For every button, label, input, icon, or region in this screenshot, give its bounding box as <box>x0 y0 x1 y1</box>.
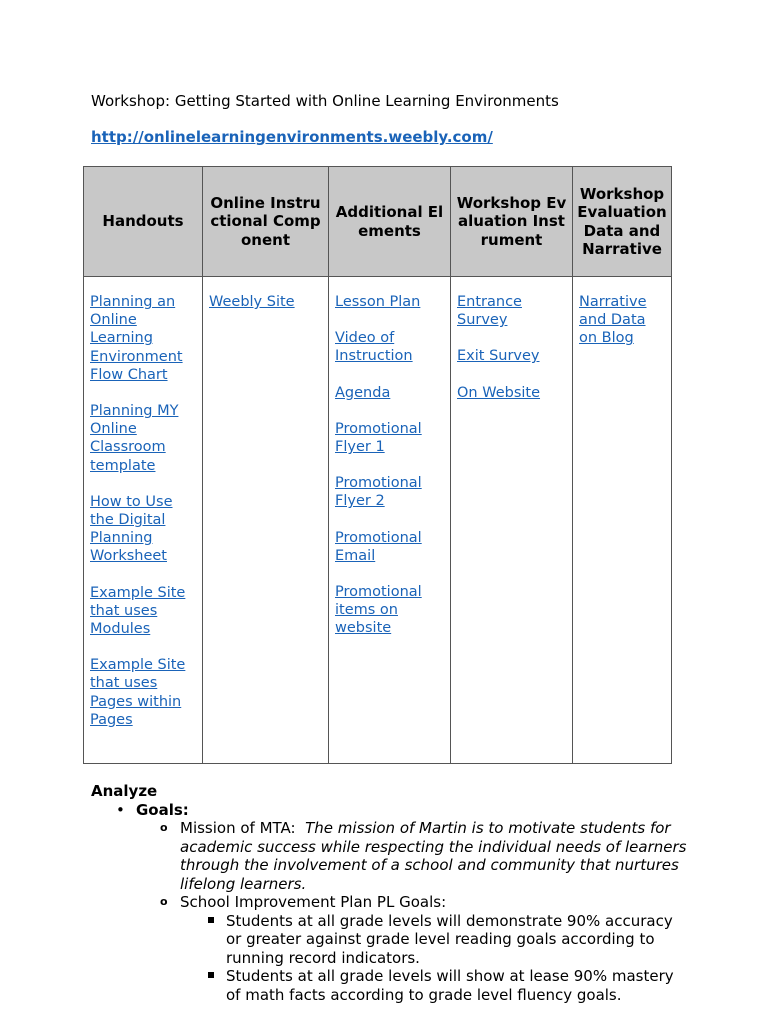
survey-link[interactable]: Entrance Survey <box>457 294 522 329</box>
handout-link[interactable]: Example Site that uses Pages within Pages <box>90 657 186 728</box>
online-component-cell <box>203 277 329 764</box>
header-handouts: Handouts <box>84 167 203 277</box>
workshop-url-link[interactable]: http://onlinelearningenvironments.weebly.com/ <box>91 128 493 146</box>
element-link[interactable]: Lesson Plan <box>335 294 421 310</box>
evaluation-instrument-cell <box>451 277 573 764</box>
additional-elements-cell <box>329 277 451 764</box>
square-bullet-icon <box>208 917 214 923</box>
element-link[interactable]: Promotional items on website <box>335 584 422 637</box>
element-link[interactable]: Promotional Flyer 1 <box>335 420 422 456</box>
workshop-table <box>83 166 672 764</box>
square-bullet-icon <box>208 972 214 978</box>
handout-link[interactable]: How to Use the Digital Planning Worksheet <box>90 493 173 565</box>
bullet-marker: • <box>116 800 125 819</box>
goals-list <box>91 801 691 1005</box>
table-header-row <box>84 167 672 277</box>
narrative-link[interactable]: Narrative and Data on Blog <box>579 294 647 347</box>
circle-marker: o <box>160 821 168 834</box>
list-item <box>136 819 691 893</box>
element-link[interactable]: Promotional Email <box>335 529 422 564</box>
handout-link[interactable]: Planning MY Online Classroom template <box>90 403 179 474</box>
header-evaluation-instrument: Workshop Evaluation Instrument <box>451 167 573 277</box>
circle-marker: o <box>160 895 168 908</box>
survey-link[interactable]: On Website <box>457 384 541 401</box>
analyze-section <box>91 782 691 1004</box>
mission-label: Mission of MTA: <box>180 819 296 837</box>
list-item <box>91 801 691 1005</box>
evaluation-data-cell <box>573 277 672 764</box>
table-row <box>84 277 672 764</box>
list-item <box>180 912 691 968</box>
list-item <box>180 967 691 1004</box>
handout-link[interactable]: Example Site that uses Modules <box>90 584 186 638</box>
sip-goal-text: Students at all grade levels will show at lease 90% mastery of math facts according to grade level fluency goals. <box>226 967 674 1004</box>
survey-link[interactable]: Exit Survey <box>457 348 540 365</box>
sip-goal-text: Students at all grade levels will demonstrate 90% accuracy or greater against grade level reading goals according to running record indicators. <box>226 911 673 967</box>
element-link[interactable]: Agenda <box>335 384 391 401</box>
analyze-heading: Analyze <box>91 782 158 800</box>
goals-label: Goals: <box>136 800 189 819</box>
element-link[interactable]: Promotional Flyer 2 <box>335 475 422 510</box>
header-additional-elements: Additional Elements <box>329 167 451 277</box>
goals-sublist <box>136 819 691 1004</box>
weebly-site-link[interactable]: Weebly Site <box>209 294 295 310</box>
header-online-component: Online Instructional Component <box>203 167 329 277</box>
handouts-cell <box>84 277 203 764</box>
list-item <box>136 893 691 1004</box>
workshop-title: Workshop: Getting Started with Online Learning Environments <box>91 92 559 110</box>
element-link[interactable]: Video of Instruction <box>335 330 413 365</box>
header-evaluation-data: Workshop Evaluation Data and Narrative <box>573 167 672 277</box>
sip-goals-list <box>180 912 691 1005</box>
mission-text: The mission of Martin is to motivate students for academic success while respecting the individual needs of learners through the involvement of a school and community that nurtures lifelong learners. <box>180 819 687 893</box>
sip-label: School Improvement Plan PL Goals: <box>180 893 447 911</box>
handout-link[interactable]: Planning an Online Learning Environment Flow Chart <box>90 294 183 383</box>
